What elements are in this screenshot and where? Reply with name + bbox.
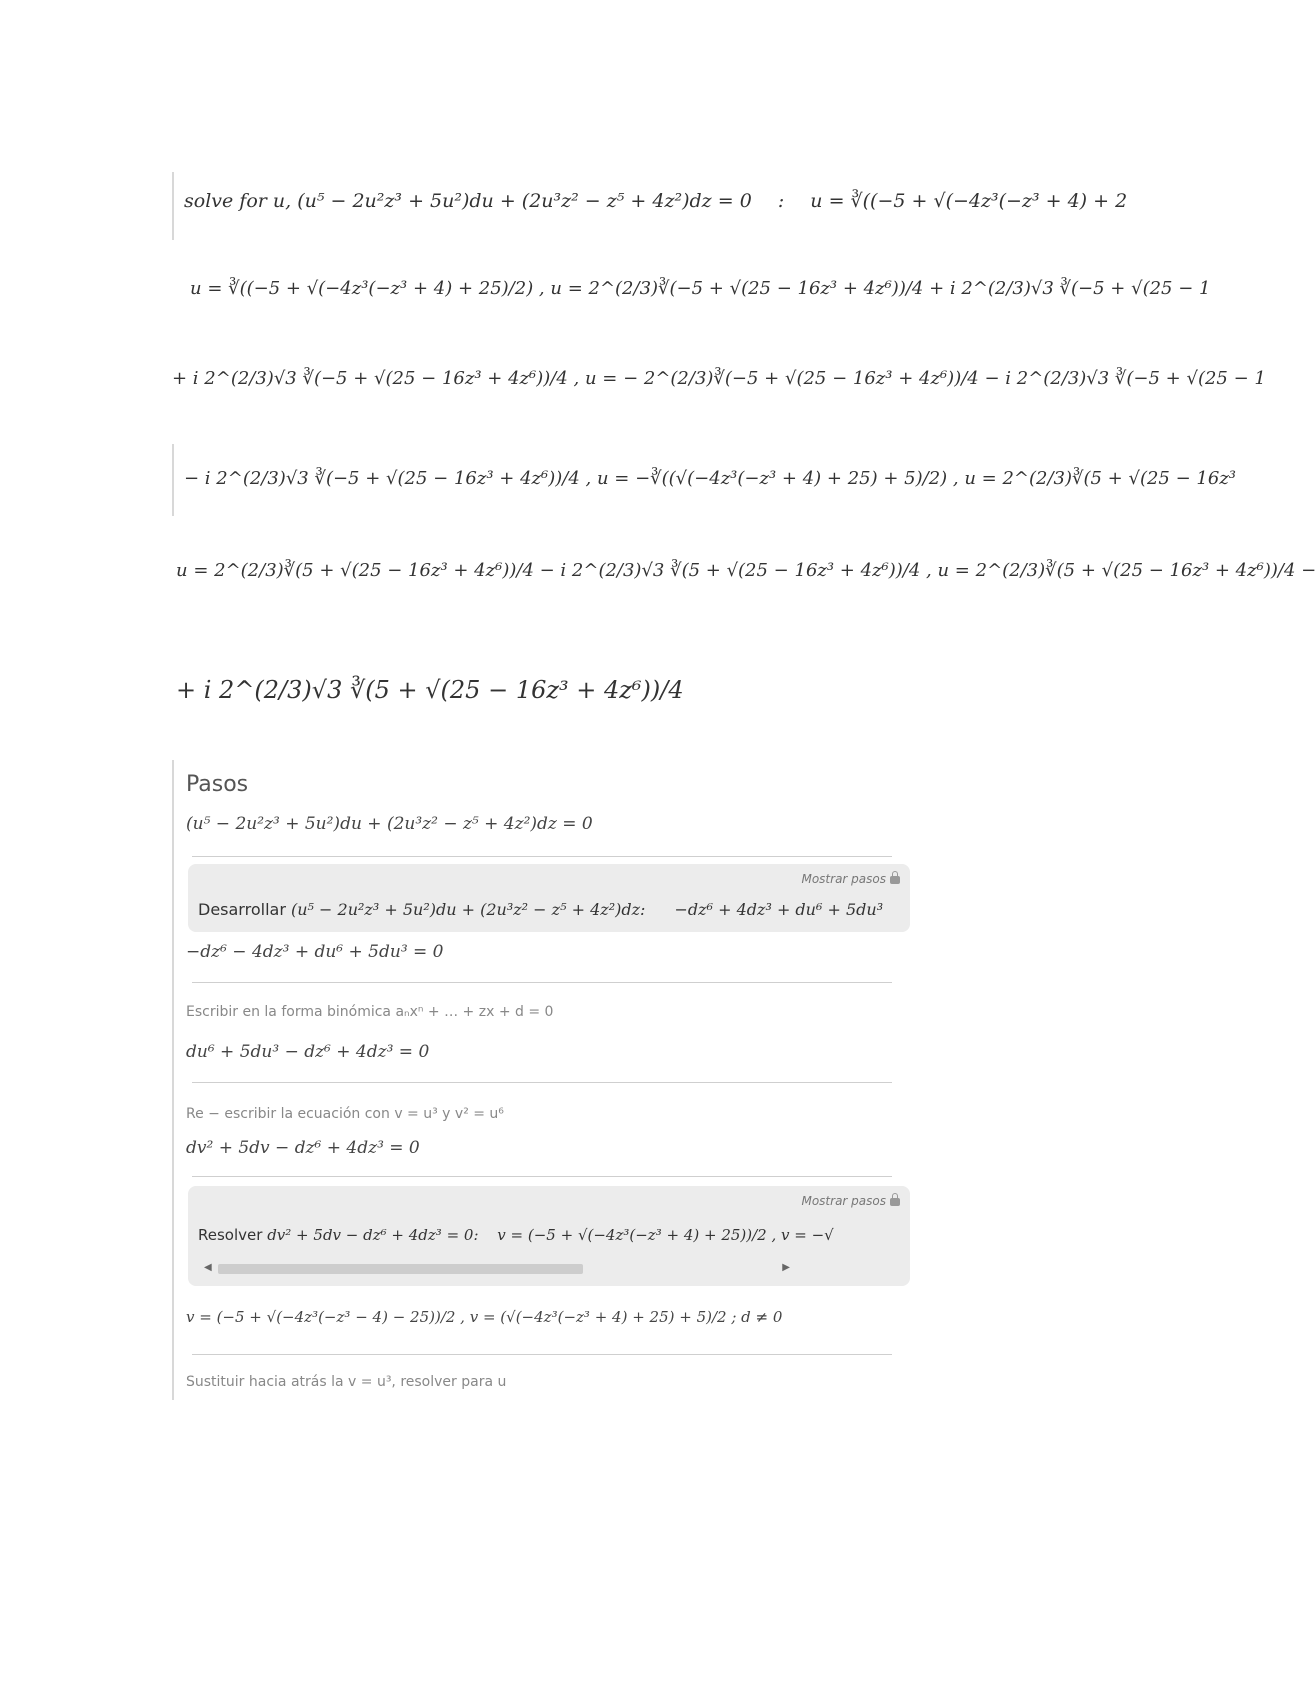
steps-left-rule	[172, 760, 174, 1400]
solution-row-3	[172, 368, 1266, 418]
solution-row-1	[184, 190, 1128, 240]
divider	[192, 1354, 892, 1355]
scrollbar-thumb[interactable]	[218, 1264, 583, 1274]
steps-title: Pasos	[186, 772, 249, 797]
solutions-line-5: u = 2^(2/3)∛(5 + √(25 − 16z³ + 4z⁶))/4 − i 2^(2/3)√3 ∛(5 + √(25 − 16z³ + 4z⁶))/4 , u = 2^(2/3)∛(5 + √(25 − 16z³ + 4z⁶))/4 −	[176, 560, 1316, 581]
divider	[192, 856, 892, 857]
equation-4: v = (−5 + √(−4z³(−z³ − 4) − 25))/2 , v = (√(−4z³(−z³ + 4) + 25) + 5)/2 ; d ≠ 0	[186, 1308, 783, 1326]
expand-label: Desarrollar	[198, 900, 286, 919]
solve-label: Resolver	[198, 1226, 263, 1244]
solve-prefix: solve for u,	[184, 190, 292, 212]
show-steps-label[interactable]: Mostrar pasos	[801, 1194, 886, 1208]
solution-row-4	[184, 468, 1237, 518]
ode-equation: (u⁵ − 2u²z³ + 5u²)du + (2u³z² − z⁵ + 4z²)dz = 0	[297, 190, 752, 212]
solve-expression: dv² + 5dv − dz⁶ + 4dz³ = 0:	[267, 1226, 479, 1244]
lock-icon	[890, 1198, 900, 1206]
solutions-line-2: u = ∛((−5 + √(−4z³(−z³ + 4) + 25)/2) , u = 2^(2/3)∛(−5 + √(25 − 16z³ + 4z⁶))/4 + i 2^(2/3)√3 ∛(−5 + √(25 − 1	[190, 278, 1211, 299]
solve-result: v = (−5 + √(−4z³(−z³ + 4) + 25))/2 , v = −√	[497, 1226, 834, 1244]
solution-head: u = ∛((−5 + √(−4z³(−z³ + 4) + 2	[810, 190, 1128, 212]
expand-result: −dz⁶ + 4dz³ + du⁶ + 5du³	[674, 900, 884, 919]
show-steps-label[interactable]: Mostrar pasos	[801, 872, 886, 886]
solution-row-5	[176, 560, 1316, 610]
rewrite-label: Re − escribir la ecuación con v = u³ y v² = u⁶	[186, 1106, 504, 1122]
divider	[192, 1082, 892, 1083]
equation-3: dv² + 5dv − dz⁶ + 4dz³ = 0	[186, 1138, 420, 1158]
horizontal-scrollbar[interactable]	[202, 1262, 792, 1276]
binomial-form-label: Escribir en la forma binómica aₙxⁿ + … + zx + d = 0	[186, 1004, 554, 1020]
start-equation: (u⁵ − 2u²z³ + 5u²)du + (2u³z² − z⁵ + 4z²)dz = 0	[186, 814, 593, 834]
solutions-line-6: + i 2^(2/3)√3 ∛(5 + √(25 − 16z³ + 4z⁶))/4	[176, 676, 684, 704]
equation-1: −dz⁶ − 4dz³ + du⁶ + 5du³ = 0	[186, 942, 444, 962]
solve-step-box[interactable]	[188, 1186, 910, 1286]
steps-panel	[172, 760, 912, 1400]
back-substitute-label: Sustituir hacia atrás la v = u³, resolver para u	[186, 1374, 507, 1390]
solutions-line-3: + i 2^(2/3)√3 ∛(−5 + √(25 − 16z³ + 4z⁶))/4 , u = − 2^(2/3)∛(−5 + √(25 − 16z³ + 4z⁶))/4 − i 2^(2/3)√3 ∛(−5 + √(25 − 1	[172, 368, 1266, 389]
show-steps-link[interactable]	[801, 1194, 900, 1208]
expand-expression: (u⁵ − 2u²z³ + 5u²)du + (2u³z² − z⁵ + 4z²)dz:	[290, 900, 646, 919]
divider	[192, 982, 892, 983]
divider	[192, 1176, 892, 1177]
equation-2: du⁶ + 5du³ − dz⁶ + 4dz³ = 0	[186, 1042, 430, 1062]
separator: :	[777, 190, 785, 212]
solutions-line-4: − i 2^(2/3)√3 ∛(−5 + √(25 − 16z³ + 4z⁶))/4 , u = −∛((√(−4z³(−z³ + 4) + 25) + 5)/2) , u = 2^(2/3)∛(5 + √(25 − 16z³	[184, 468, 1237, 489]
row4-left-rule	[172, 444, 174, 516]
row1-left-rule	[172, 172, 174, 240]
show-steps-link[interactable]	[801, 872, 900, 886]
solution-row-2	[190, 278, 1211, 328]
scroll-left-icon[interactable]: ◀	[204, 1262, 212, 1273]
solution-row-6	[176, 676, 684, 736]
expand-step-box[interactable]	[188, 864, 910, 932]
scroll-right-icon[interactable]: ▶	[782, 1262, 790, 1273]
lock-icon	[890, 876, 900, 884]
